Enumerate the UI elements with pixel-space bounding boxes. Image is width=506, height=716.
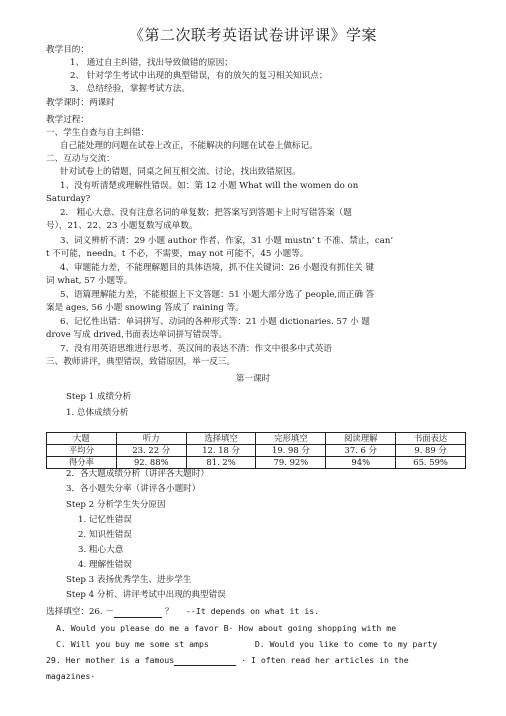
table-header-cell: 听力 — [116, 433, 186, 445]
section-heading: 一、学生自查与自主纠错： — [46, 128, 150, 138]
table-header-cell: 完形填空 — [256, 433, 326, 445]
list-item: 1. 记忆性错误 — [78, 515, 132, 525]
table-header-cell: 书面表达 — [396, 433, 466, 445]
table-row — [47, 445, 466, 457]
table-cell: 23. 22 分 — [116, 445, 186, 457]
question-tail: · I often read her articles in the — [241, 655, 409, 665]
option-line — [56, 639, 437, 650]
table-header-cell: 大题 — [47, 433, 117, 445]
step-heading: Step 4 分析、讲评考试中出现的典型错误 — [66, 590, 226, 600]
objective-item: 2、 针对学生考试中出现的典型错误，有的放矢的复习相关知识点； — [70, 71, 328, 81]
table-cell: 37. 6 分 — [326, 445, 396, 457]
paragraph-line: 6、记忆性出错：单词拼写、动词的各种形式等：21 小题 dictionaries. 57 小 题 — [60, 317, 371, 327]
step-subheading: 1. 总体成绩分析 — [66, 408, 129, 418]
paragraph-line: 4、审题能力差，不能理解题目的具体语境，抓不住关键词：26 小题没有抓住关 键 — [60, 263, 375, 273]
question-prefix: 选择填空：26. － — [46, 607, 114, 617]
paragraph-line: t 不可能，needn。t 不必，不需要，may not 可能不，45 小题等。 — [46, 249, 309, 259]
question-prefix: 29. Her mother is a famous — [46, 655, 175, 665]
step-subheading: 2．各大题成绩分析（讲评各大题时） — [66, 469, 209, 479]
section-heading: 三、教师讲评，典型错误，致错原因，举一反三。 — [46, 357, 236, 367]
table-header-cell: 选择填空 — [186, 433, 256, 445]
objective-item: 3、 总结经验，掌握考试方法。 — [70, 84, 190, 94]
answer-blank — [174, 657, 236, 666]
paragraph-line: 2． 粗心大意、没有注意名词的单复数；把答案写到答题卡上时写错答案（题 — [60, 208, 352, 218]
paragraph-line: 词 what, 57 小题等。 — [46, 276, 133, 286]
question-mark: ？ — [164, 607, 174, 617]
section-heading: 教学课时：两课时 — [46, 98, 115, 108]
paragraph-line: 自己能处理的问题在试卷上改正，不能解决的问题在试卷上做标记。 — [60, 141, 318, 151]
list-item: 3. 粗心大意 — [78, 545, 124, 555]
table-cell: 92. 88% — [116, 457, 186, 469]
paragraph-line: drove 写成 drived,书面表达单词拼写错误等。 — [46, 330, 228, 340]
answer-blank — [114, 609, 162, 618]
step-subheading: 3．各小题失分率（讲评各小题时） — [66, 484, 201, 494]
table-row — [47, 457, 466, 469]
paragraph-line: 针对试卷上的错题，同桌之间互相交流、讨论，找出致错原因。 — [60, 167, 301, 177]
table-header-row — [47, 433, 466, 445]
option-c: C. Will you buy me some st amps — [56, 639, 209, 649]
lesson-heading: 第一课时 — [235, 374, 271, 384]
paragraph-line: 5、语篇理解能力差，不能根据上下文答题：51 小题大部分选了 people,而正确 答 — [60, 290, 375, 300]
paragraph-line: 3、词义辨析不清：29 小题 author 作者、作家，31 小题 mustn’ t 不准、禁止，can’ — [60, 236, 394, 246]
table-cell: 平均分 — [47, 445, 117, 457]
step-heading: Step 2 分析学生失分原因 — [66, 500, 166, 510]
step-heading: Step 3 表扬优秀学生、进步学生 — [66, 575, 192, 585]
objective-item: 1、 通过自主纠错，找出导致做错的原因； — [70, 58, 233, 68]
question-26 — [46, 606, 319, 618]
page-title: 《第二次联考英语试卷讲评课》学案 — [128, 26, 377, 44]
option-line: A. Would you please do me a favor B· How about going shopping with me — [56, 623, 397, 633]
table-cell: 9. 89 分 — [396, 445, 466, 457]
table-cell: 19. 98 分 — [256, 445, 326, 457]
list-item: 4. 理解性错误 — [78, 560, 132, 570]
score-table — [46, 432, 466, 469]
paragraph-line: 7、没有用英语思维进行思考、英汉间的表达不清：作文中很多中式英语 — [60, 344, 332, 354]
table-cell: 94% — [326, 457, 396, 469]
step-heading: Step 1 成绩分析 — [66, 392, 132, 402]
table-cell: 12. 18 分 — [186, 445, 256, 457]
table-cell: 65. 59% — [396, 457, 466, 469]
list-item: 2. 知识性错误 — [78, 530, 132, 540]
section-heading: 二、互动与交流： — [46, 154, 115, 164]
table-header-cell: 阅读理解 — [326, 433, 396, 445]
paragraph-line: 1、没有听清楚或理解性错误。如：第 12 小题 What will the women do on — [60, 181, 359, 191]
section-heading: 教学过程： — [46, 115, 89, 125]
paragraph-line: 号），21、22、23 小题复数写成单数。 — [46, 221, 198, 231]
table-cell: 81. 2% — [186, 457, 256, 469]
question-response: --It depends on what it is. — [186, 606, 320, 616]
section-heading: 教学目的： — [46, 45, 89, 55]
option-d: D. Would you like to come to my party — [254, 639, 438, 649]
question-29-continued: magazines· — [46, 671, 96, 681]
paragraph-line: Saturday? — [46, 194, 91, 204]
table-cell: 得分率 — [47, 457, 117, 469]
question-29 — [46, 655, 409, 666]
paragraph-line: 案是 ages, 56 小题 snowing 答成了 raining 等。 — [46, 303, 244, 313]
table-cell: 79. 92% — [256, 457, 326, 469]
